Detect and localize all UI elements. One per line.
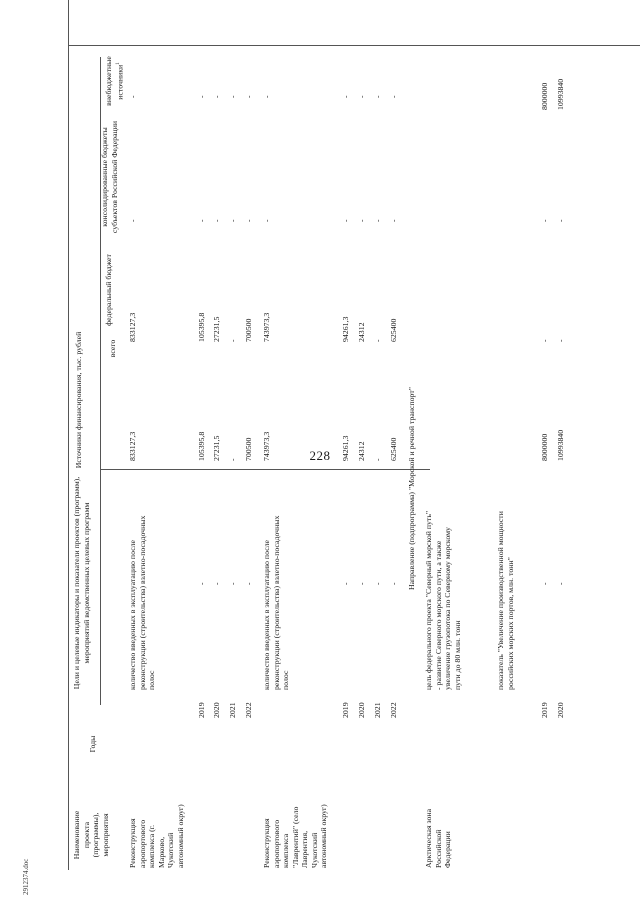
year-extra: -: [228, 95, 237, 98]
arctic-goal: цель федерального проекта "Северный морской путь" - развитие Северного морского пути, а также увеличение грузопотока по Северному морскому пути до 80 млн. тонн: [424, 510, 462, 690]
year-regional: -: [556, 219, 565, 222]
year-label: 2019: [197, 702, 206, 718]
year-federal: 24312: [357, 322, 366, 342]
header-funding-group: Источники финансирования, тыс. рублей: [74, 331, 83, 469]
year-extra: -: [341, 95, 350, 98]
year-extra: -: [357, 95, 366, 98]
project-regional: -: [128, 219, 137, 222]
year-extra: -: [212, 95, 221, 98]
year-total: 625400: [389, 437, 398, 461]
year-federal: -: [373, 339, 382, 342]
year-total: 105395,8: [197, 431, 206, 461]
year-regional: -: [197, 219, 206, 222]
year-label: 2020: [556, 702, 565, 718]
arctic-indicator: показатель "Увеличение производственной мощности российских морских портов, млн. тонн": [496, 511, 515, 690]
year-federal: -: [228, 339, 237, 342]
table-border-bottom: [68, 320, 69, 870]
year-total: 10993840: [556, 429, 565, 461]
project-regional: -: [262, 219, 271, 222]
year-regional: -: [357, 219, 366, 222]
header-divider: [100, 469, 430, 470]
year-goal: -: [373, 582, 382, 585]
project-total: 833127,3: [128, 431, 137, 461]
section-title: Направление (подпрограмма) "Морской и речной транспорт": [407, 387, 416, 590]
year-total: 24312: [357, 441, 366, 461]
year-federal: 94261,3: [341, 316, 350, 342]
year-extra: -: [389, 95, 398, 98]
year-label: 2021: [228, 702, 237, 718]
project-federal: 833127,3: [128, 312, 137, 342]
header-name: Наименование проекта (программы), мероприятия: [72, 810, 110, 860]
header-years: Годы: [88, 735, 97, 753]
year-total: 94261,3: [341, 435, 350, 461]
year-total: 8000000: [540, 433, 549, 461]
year-label: 2022: [244, 702, 253, 718]
year-regional: -: [212, 219, 221, 222]
project-name: Реконструкция аэропортового комплекса "Лаврентий" (село Лаврентия, Чукотский автономный округ): [262, 804, 328, 868]
year-extra: 8000000: [540, 82, 549, 110]
year-federal: 105395,8: [197, 312, 206, 342]
project-goal: количество введенных в эксплуатацию после реконструкции (строительства) взлетно-посадочных полос: [262, 515, 290, 690]
year-goal: -: [556, 582, 565, 585]
year-extra: 10993840: [556, 78, 565, 110]
header-extra-footnote: 1: [115, 62, 121, 65]
project-extra: -: [128, 95, 137, 98]
project-total: 743973,3: [262, 431, 271, 461]
header-federal: федеральный бюджет: [104, 254, 113, 326]
year-goal: -: [197, 582, 206, 585]
year-goal: -: [228, 582, 237, 585]
header-divider: [124, 45, 640, 46]
year-regional: -: [540, 219, 549, 222]
year-federal: 700500: [244, 318, 253, 342]
table-border-right: [618, 45, 640, 46]
year-goal: -: [540, 582, 549, 585]
column-divider: [100, 187, 101, 705]
year-federal: 27231,5: [212, 316, 221, 342]
header-regional: консолидированные бюджеты субъектов Российской Федерации: [100, 120, 119, 234]
year-total: 700500: [244, 437, 253, 461]
year-extra: -: [373, 95, 382, 98]
year-federal: -: [556, 339, 565, 342]
year-total: 27231,5: [212, 435, 221, 461]
arctic-name: Арктическая зона Российской Федерации: [424, 808, 452, 868]
year-goal: -: [341, 582, 350, 585]
year-label: 2022: [389, 702, 398, 718]
year-regional: -: [373, 219, 382, 222]
year-extra: -: [244, 95, 253, 98]
document-id: 2912374.doc: [22, 858, 30, 895]
year-federal: 625400: [389, 318, 398, 342]
header-goals: Цели и целевые индикаторы и показатели проектов (программ), мероприятий ведомственных целевых программ: [72, 476, 91, 690]
project-name: Реконструкция аэропортового комплекса (г. Марково, Чукотский автономный округ): [128, 804, 185, 868]
project-federal: 743973,3: [262, 312, 271, 342]
year-goal: -: [244, 582, 253, 585]
header-extra-label: внебюджетные источники: [104, 56, 125, 106]
year-regional: -: [341, 219, 350, 222]
year-label: 2019: [540, 702, 549, 718]
header-extra: [104, 48, 125, 114]
project-extra: -: [262, 95, 271, 98]
year-total: -: [228, 458, 237, 461]
page-number: 228: [309, 448, 331, 463]
project-goal: количество введенных в эксплуатацию после реконструкции (строительства) взлетно-посадочных полос: [128, 515, 156, 690]
year-goal: -: [212, 582, 221, 585]
year-label: 2020: [212, 702, 221, 718]
year-regional: -: [228, 219, 237, 222]
year-extra: -: [197, 95, 206, 98]
header-total: всего: [108, 339, 117, 358]
year-goal: -: [389, 582, 398, 585]
year-federal: -: [540, 339, 549, 342]
year-regional: -: [389, 219, 398, 222]
year-total: -: [373, 458, 382, 461]
year-label: 2021: [373, 702, 382, 718]
year-goal: -: [357, 582, 366, 585]
year-label: 2019: [341, 702, 350, 718]
year-regional: -: [244, 219, 253, 222]
year-label: 2020: [357, 702, 366, 718]
